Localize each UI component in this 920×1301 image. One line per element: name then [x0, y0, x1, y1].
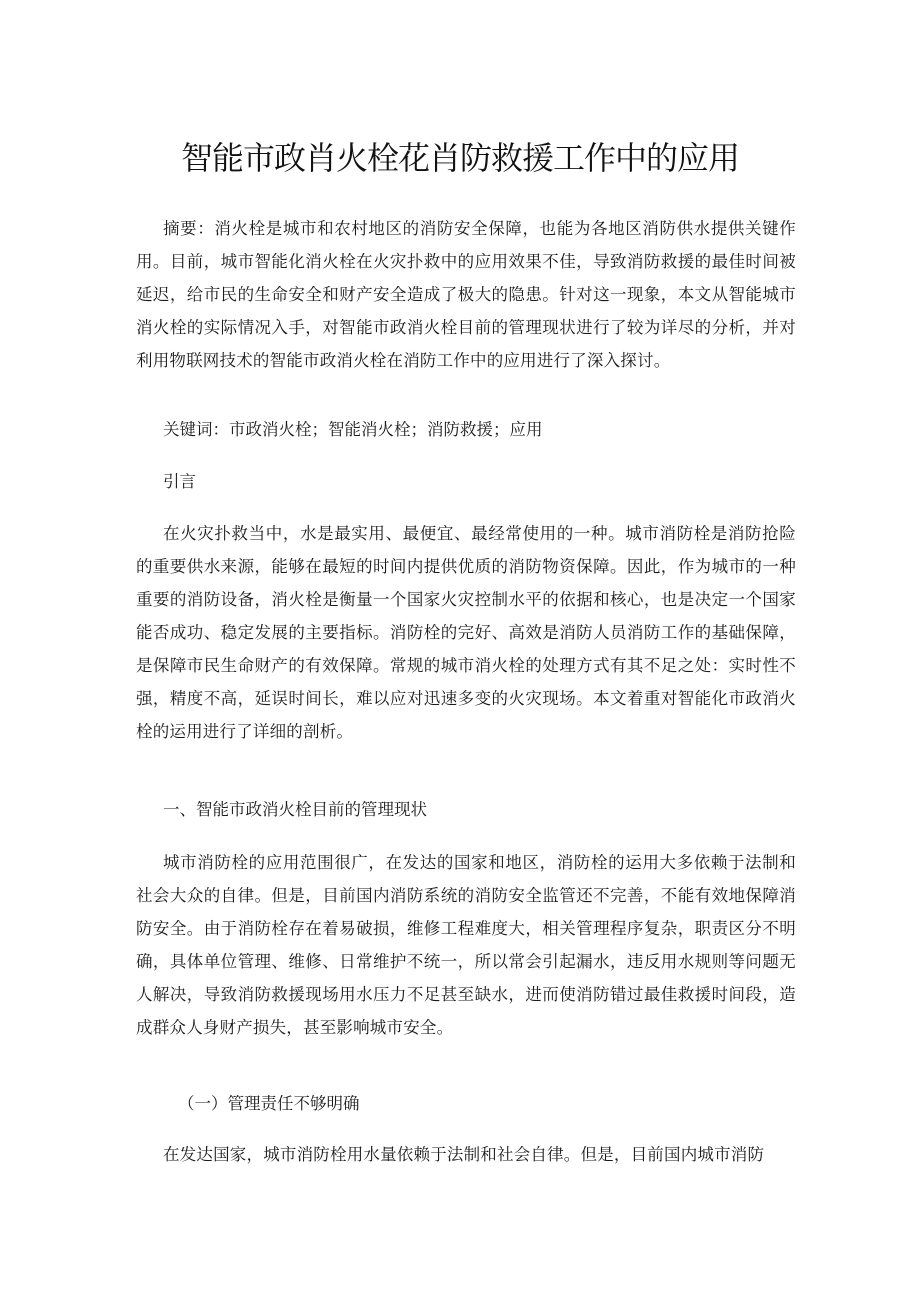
- keywords-line: 关键词：市政消火栓；智能消火栓；消防救援；应用: [163, 420, 543, 439]
- intro-paragraph: 在火灾扑救当中，水是最实用、最便宜、最经常使用的一种。城市消防栓是消防抢险的重要供水来源，能够在最短的时间内提供优质的消防物资保障。因此，作为城市的一种重要的消防设备，消火栓是衡量一个国家火灾控制水平的依据和核心，也是决定一个国家能否成功、稳定发展的主要指标。消防栓的完好、高效是消防人员消防工作的基础保障，是保障市民生命财产的有效保障。常规的城市消火栓的处理方式有其不足之处：实时性不强，精度不高，延误时间长，难以应对迅速多变的火灾现场。本文着重对智能化市政消火栓的运用进行了详细的剖析。: [136, 524, 796, 741]
- subsection-1-paragraph: 在发达国家，城市消防栓用水量依赖于法制和社会自律。但是，目前国内城市消防: [163, 1145, 765, 1164]
- abstract-paragraph: 摘要：消火栓是城市和农村地区的消防安全保障，也能为各地区消防供水提供关键作用。目前，城市智能化消火栓在火灾扑救中的应用效果不佳，导致消防救援的最佳时间被延迟，给市民的生命安全和财产安全造成了极大的隐患。针对这一现象，本文从智能城市消火栓的实际情况入手，对智能市政消火栓目前的管理现状进行了较为详尽的分析，并对利用物联网技术的智能市政消火栓在消防工作中的应用进行了深入探讨。: [136, 219, 796, 370]
- section-1-heading: 一、智能市政消火栓目前的管理现状: [163, 800, 427, 819]
- page-title: 智能市政肖火栓花肖防救援工作中的应用: [180, 139, 739, 177]
- section-1-paragraph: 城市消防栓的应用范围很广，在发达的国家和地区，消防栓的运用大多依赖于法制和社会大众的自律。但是，目前国内消防系统的消防安全监管还不完善，不能有效地保障消防安全。由于消防栓存在着易破损，维修工程难度大，相关管理程序复杂，职责区分不明确，具体单位管理、维修、日常维护不统一，所以常会引起漏水，违反用水规则等问题无人解决，导致消防救援现场用水压力不足甚至缺水，进而使消防错过最佳救援时间段，造成群众人身财产损失，甚至影响城市安全。: [136, 853, 796, 1037]
- intro-heading: 引言: [163, 472, 196, 491]
- subsection-1-heading: （一）管理责任不够明确: [178, 1094, 360, 1113]
